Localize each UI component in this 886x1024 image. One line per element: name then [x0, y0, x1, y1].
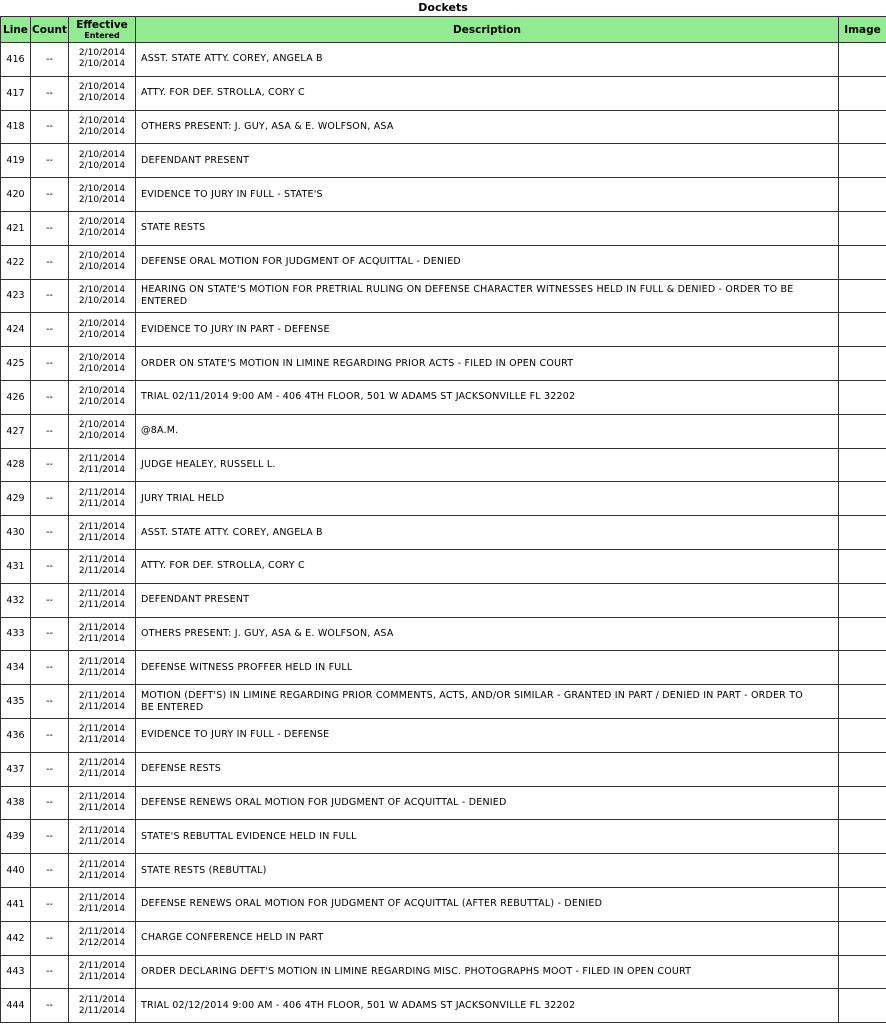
effective-date: 2/10/2014 [78, 420, 126, 431]
description-cell: DEFENSE RENEWS ORAL MOTION FOR JUDGMENT OF ACQUITTAL - DENIED [136, 786, 839, 820]
count-cell: -- [31, 955, 69, 989]
date-cell [69, 76, 136, 110]
date-cell [69, 347, 136, 381]
line-cell: 437 [1, 752, 31, 786]
description-cell: EVIDENCE TO JURY IN FULL - STATE'S [136, 178, 839, 212]
image-cell[interactable] [839, 887, 886, 921]
image-cell[interactable] [839, 279, 886, 313]
table-row [1, 43, 886, 77]
table-row [1, 313, 886, 347]
image-cell[interactable] [839, 211, 886, 245]
image-cell[interactable] [839, 178, 886, 212]
entered-date: 2/10/2014 [78, 295, 126, 306]
line-cell: 428 [1, 448, 31, 482]
table-row [1, 921, 886, 955]
date-cell [69, 110, 136, 144]
effective-date: 2/10/2014 [78, 352, 126, 363]
image-cell[interactable] [839, 448, 886, 482]
entered-date: 2/10/2014 [78, 431, 126, 442]
description-cell: DEFENDANT PRESENT [136, 583, 839, 617]
image-cell[interactable] [839, 685, 886, 719]
effective-date: 2/10/2014 [78, 217, 126, 228]
entered-date: 2/11/2014 [78, 633, 126, 644]
description-cell: ORDER ON STATE'S MOTION IN LIMINE REGARDING PRIOR ACTS - FILED IN OPEN COURT [136, 347, 839, 381]
count-cell: -- [31, 921, 69, 955]
header-count[interactable]: Count [31, 17, 69, 43]
count-cell: -- [31, 752, 69, 786]
table-row [1, 549, 886, 583]
image-cell[interactable] [839, 786, 886, 820]
table-row [1, 752, 886, 786]
effective-date: 2/10/2014 [78, 318, 126, 329]
line-cell: 434 [1, 651, 31, 685]
count-cell: -- [31, 414, 69, 448]
description-cell: CHARGE CONFERENCE HELD IN PART [136, 921, 839, 955]
entered-date: 2/10/2014 [78, 194, 126, 205]
line-cell: 421 [1, 211, 31, 245]
image-cell[interactable] [839, 144, 886, 178]
image-cell[interactable] [839, 989, 886, 1023]
header-effective: Effective [76, 19, 128, 31]
dockets-table [0, 16, 886, 1023]
image-cell[interactable] [839, 110, 886, 144]
table-row [1, 651, 886, 685]
image-cell[interactable] [839, 820, 886, 854]
date-cell [69, 887, 136, 921]
line-cell: 427 [1, 414, 31, 448]
image-cell[interactable] [839, 955, 886, 989]
image-cell[interactable] [839, 516, 886, 550]
line-cell: 433 [1, 617, 31, 651]
image-cell[interactable] [839, 854, 886, 888]
description-cell: JURY TRIAL HELD [136, 482, 839, 516]
description-cell: EVIDENCE TO JURY IN PART - DEFENSE [136, 313, 839, 347]
line-cell: 443 [1, 955, 31, 989]
count-cell: -- [31, 718, 69, 752]
date-cell [69, 43, 136, 77]
effective-date: 2/11/2014 [78, 927, 126, 938]
table-row [1, 347, 886, 381]
table-row [1, 178, 886, 212]
line-cell: 438 [1, 786, 31, 820]
date-cell [69, 245, 136, 279]
description-cell: DEFENSE ORAL MOTION FOR JUDGMENT OF ACQUITTAL - DENIED [136, 245, 839, 279]
description-cell: ATTY. FOR DEF. STROLLA, CORY C [136, 549, 839, 583]
line-cell: 430 [1, 516, 31, 550]
count-cell: -- [31, 583, 69, 617]
description-cell: STATE RESTS (REBUTTAL) [136, 854, 839, 888]
table-row [1, 685, 886, 719]
description-cell: DEFENSE RESTS [136, 752, 839, 786]
effective-date: 2/10/2014 [78, 284, 126, 295]
line-cell: 436 [1, 718, 31, 752]
date-cell [69, 955, 136, 989]
description-cell: OTHERS PRESENT: J. GUY, ASA & E. WOLFSON, ASA [136, 617, 839, 651]
line-cell: 420 [1, 178, 31, 212]
date-cell [69, 786, 136, 820]
count-cell: -- [31, 651, 69, 685]
image-cell[interactable] [839, 651, 886, 685]
image-cell[interactable] [839, 313, 886, 347]
effective-date: 2/11/2014 [78, 994, 126, 1005]
description-cell: TRIAL 02/12/2014 9:00 AM - 406 4TH FLOOR, 501 W ADAMS ST JACKSONVILLE FL 32202 [136, 989, 839, 1023]
image-cell[interactable] [839, 549, 886, 583]
description-cell: MOTION (DEFT'S) IN LIMINE REGARDING PRIOR COMMENTS, ACTS, AND/OR SIMILAR - GRANTED IN PART / DENIED IN PART - ORDER TO BE ENTERED [136, 685, 839, 719]
table-row [1, 448, 886, 482]
date-cell [69, 178, 136, 212]
description-cell: JUDGE HEALEY, RUSSELL L. [136, 448, 839, 482]
entered-date: 2/11/2014 [78, 971, 126, 982]
date-cell [69, 617, 136, 651]
line-cell: 424 [1, 313, 31, 347]
effective-date: 2/11/2014 [78, 758, 126, 769]
effective-date: 2/11/2014 [78, 724, 126, 735]
image-cell[interactable] [839, 617, 886, 651]
table-row [1, 380, 886, 414]
entered-date: 2/11/2014 [78, 1005, 126, 1016]
date-cell [69, 448, 136, 482]
count-cell: -- [31, 448, 69, 482]
line-cell: 429 [1, 482, 31, 516]
count-cell: -- [31, 516, 69, 550]
effective-date: 2/11/2014 [78, 589, 126, 600]
entered-date: 2/11/2014 [78, 701, 126, 712]
entered-date: 2/10/2014 [78, 397, 126, 408]
line-cell: 423 [1, 279, 31, 313]
count-cell: -- [31, 76, 69, 110]
image-cell[interactable] [839, 583, 886, 617]
entered-date: 2/11/2014 [78, 870, 126, 881]
line-cell: 431 [1, 549, 31, 583]
description-cell: STATE RESTS [136, 211, 839, 245]
entered-date: 2/10/2014 [78, 160, 126, 171]
date-cell [69, 313, 136, 347]
entered-date: 2/10/2014 [78, 93, 126, 104]
line-cell: 432 [1, 583, 31, 617]
effective-date: 2/11/2014 [78, 791, 126, 802]
effective-date: 2/10/2014 [78, 48, 126, 59]
table-row [1, 617, 886, 651]
image-cell[interactable] [839, 76, 886, 110]
effective-date: 2/11/2014 [78, 690, 126, 701]
entered-date: 2/11/2014 [78, 532, 126, 543]
count-cell: -- [31, 245, 69, 279]
entered-date: 2/11/2014 [78, 464, 126, 475]
count-cell: -- [31, 820, 69, 854]
entered-date: 2/11/2014 [78, 836, 126, 847]
description-cell: TRIAL 02/11/2014 9:00 AM - 406 4TH FLOOR, 501 W ADAMS ST JACKSONVILLE FL 32202 [136, 380, 839, 414]
effective-date: 2/10/2014 [78, 183, 126, 194]
description-cell: OTHERS PRESENT: J. GUY, ASA & E. WOLFSON, ASA [136, 110, 839, 144]
image-cell[interactable] [839, 921, 886, 955]
date-cell [69, 380, 136, 414]
line-cell: 442 [1, 921, 31, 955]
description-cell: DEFENDANT PRESENT [136, 144, 839, 178]
date-cell [69, 516, 136, 550]
entered-date: 2/11/2014 [78, 600, 126, 611]
date-cell [69, 718, 136, 752]
line-cell: 416 [1, 43, 31, 77]
effective-date: 2/11/2014 [78, 555, 126, 566]
count-cell: -- [31, 482, 69, 516]
description-cell: ASST. STATE ATTY. COREY, ANGELA B [136, 43, 839, 77]
count-cell: -- [31, 178, 69, 212]
date-cell [69, 989, 136, 1023]
entered-date: 2/11/2014 [78, 802, 126, 813]
entered-date: 2/10/2014 [78, 59, 126, 70]
line-cell: 439 [1, 820, 31, 854]
image-cell[interactable] [839, 43, 886, 77]
table-row [1, 583, 886, 617]
date-cell [69, 549, 136, 583]
date-cell [69, 211, 136, 245]
count-cell: -- [31, 549, 69, 583]
header-description[interactable]: Description [136, 17, 839, 43]
date-cell [69, 651, 136, 685]
effective-date: 2/11/2014 [78, 487, 126, 498]
table-row [1, 718, 886, 752]
entered-date: 2/11/2014 [78, 498, 126, 509]
table-row [1, 482, 886, 516]
count-cell: -- [31, 144, 69, 178]
table-row [1, 144, 886, 178]
count-cell: -- [31, 110, 69, 144]
count-cell: -- [31, 887, 69, 921]
image-cell[interactable] [839, 752, 886, 786]
date-cell [69, 921, 136, 955]
dockets-title: Dockets [418, 1, 468, 14]
table-row [1, 76, 886, 110]
table-row [1, 820, 886, 854]
effective-date: 2/11/2014 [78, 656, 126, 667]
description-cell: @8A.M. [136, 414, 839, 448]
header-effective-entered[interactable] [69, 17, 136, 43]
description-cell: ORDER DECLARING DEFT'S MOTION IN LIMINE REGARDING MISC. PHOTOGRAPHS MOOT - FILED IN OPEN COURT [136, 955, 839, 989]
description-cell: ASST. STATE ATTY. COREY, ANGELA B [136, 516, 839, 550]
count-cell: -- [31, 854, 69, 888]
description-cell: HEARING ON STATE'S MOTION FOR PRETRIAL RULING ON DEFENSE CHARACTER WITNESSES HELD IN FULL & DENIED - ORDER TO BE ENTERED [136, 279, 839, 313]
table-row [1, 854, 886, 888]
image-cell[interactable] [839, 245, 886, 279]
date-cell [69, 414, 136, 448]
count-cell: -- [31, 347, 69, 381]
description-cell: DEFENSE WITNESS PROFFER HELD IN FULL [136, 651, 839, 685]
count-cell: -- [31, 43, 69, 77]
table-header-row [1, 17, 886, 43]
entered-date: 2/11/2014 [78, 904, 126, 915]
date-cell [69, 482, 136, 516]
effective-date: 2/11/2014 [78, 453, 126, 464]
description-cell: DEFENSE RENEWS ORAL MOTION FOR JUDGMENT OF ACQUITTAL (AFTER REBUTTAL) - DENIED [136, 887, 839, 921]
count-cell: -- [31, 617, 69, 651]
entered-date: 2/10/2014 [78, 126, 126, 137]
table-row [1, 989, 886, 1023]
date-cell [69, 144, 136, 178]
count-cell: -- [31, 313, 69, 347]
line-cell: 435 [1, 685, 31, 719]
line-cell: 425 [1, 347, 31, 381]
count-cell: -- [31, 786, 69, 820]
line-cell: 417 [1, 76, 31, 110]
effective-date: 2/11/2014 [78, 960, 126, 971]
line-cell: 419 [1, 144, 31, 178]
line-cell: 441 [1, 887, 31, 921]
table-row [1, 110, 886, 144]
table-row [1, 245, 886, 279]
entered-date: 2/10/2014 [78, 329, 126, 340]
image-cell[interactable] [839, 347, 886, 381]
effective-date: 2/10/2014 [78, 149, 126, 160]
count-cell: -- [31, 989, 69, 1023]
effective-date: 2/11/2014 [78, 622, 126, 633]
entered-date: 2/11/2014 [78, 566, 126, 577]
line-cell: 440 [1, 854, 31, 888]
image-cell[interactable] [839, 718, 886, 752]
date-cell [69, 583, 136, 617]
image-cell[interactable] [839, 482, 886, 516]
header-entered: Entered [84, 31, 120, 40]
description-cell: STATE'S REBUTTAL EVIDENCE HELD IN FULL [136, 820, 839, 854]
date-cell [69, 752, 136, 786]
description-cell: ATTY. FOR DEF. STROLLA, CORY C [136, 76, 839, 110]
entered-date: 2/12/2014 [78, 938, 126, 949]
line-cell: 426 [1, 380, 31, 414]
effective-date: 2/11/2014 [78, 521, 126, 532]
table-row [1, 211, 886, 245]
line-cell: 444 [1, 989, 31, 1023]
table-row [1, 516, 886, 550]
line-cell: 422 [1, 245, 31, 279]
effective-date: 2/10/2014 [78, 251, 126, 262]
effective-date: 2/10/2014 [78, 115, 126, 126]
count-cell: -- [31, 211, 69, 245]
entered-date: 2/10/2014 [78, 228, 126, 239]
table-row [1, 414, 886, 448]
effective-date: 2/10/2014 [78, 82, 126, 93]
entered-date: 2/11/2014 [78, 769, 126, 780]
date-cell [69, 279, 136, 313]
date-cell [69, 685, 136, 719]
entered-date: 2/10/2014 [78, 363, 126, 374]
date-cell [69, 820, 136, 854]
entered-date: 2/11/2014 [78, 735, 126, 746]
effective-date: 2/11/2014 [78, 893, 126, 904]
table-row [1, 955, 886, 989]
effective-date: 2/11/2014 [78, 859, 126, 870]
table-row [1, 887, 886, 921]
image-cell[interactable] [839, 380, 886, 414]
effective-date: 2/10/2014 [78, 386, 126, 397]
image-cell[interactable] [839, 414, 886, 448]
effective-date: 2/11/2014 [78, 825, 126, 836]
line-cell: 418 [1, 110, 31, 144]
date-cell [69, 854, 136, 888]
count-cell: -- [31, 380, 69, 414]
count-cell: -- [31, 685, 69, 719]
header-line[interactable]: Line [1, 17, 31, 43]
description-cell: EVIDENCE TO JURY IN FULL - DEFENSE [136, 718, 839, 752]
header-image[interactable]: Image [839, 17, 886, 43]
count-cell: -- [31, 279, 69, 313]
entered-date: 2/10/2014 [78, 262, 126, 273]
table-row [1, 786, 886, 820]
table-row [1, 279, 886, 313]
entered-date: 2/11/2014 [78, 667, 126, 678]
